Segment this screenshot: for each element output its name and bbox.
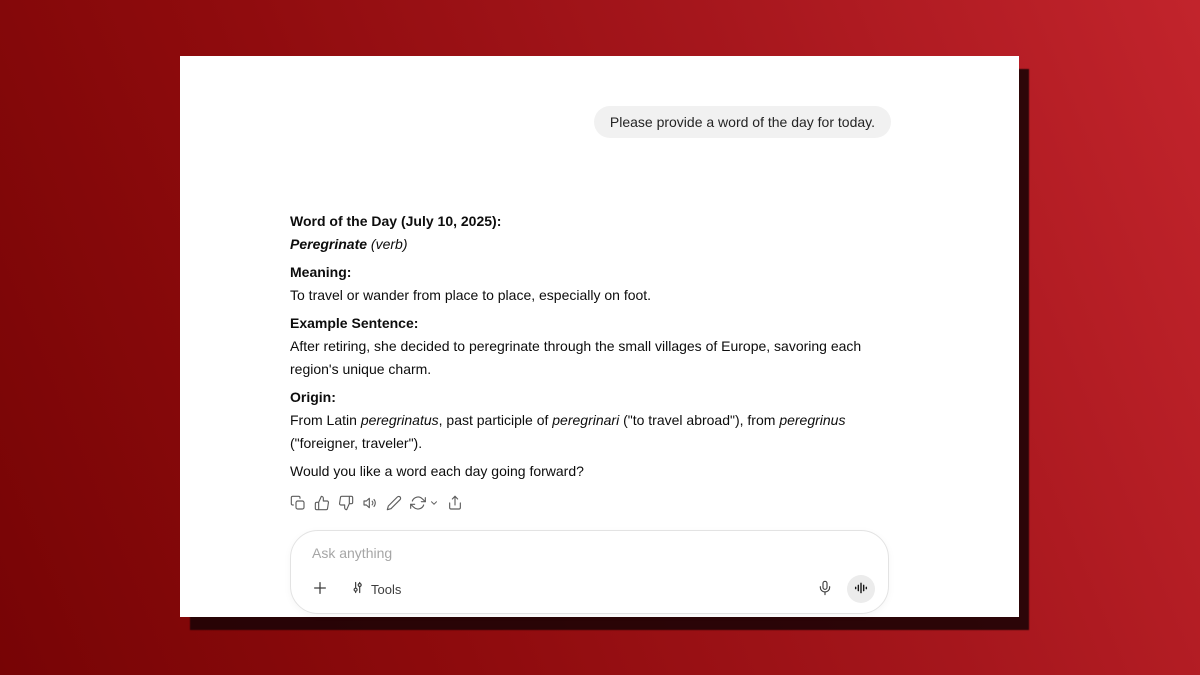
assistant-paragraph-word: Word of the Day (July 10, 2025): Peregrinate (verb): [290, 213, 502, 252]
assistant-paragraph-origin: Origin: From Latin peregrinatus, past participle of peregrinari ("to travel abroad"), from peregrinus ("foreigner, traveler").: [290, 389, 846, 451]
message-actions-toolbar: [290, 494, 891, 512]
tools-button-label: Tools: [371, 581, 402, 597]
copy-button[interactable]: [290, 494, 306, 512]
voice-mode-button[interactable]: [847, 575, 875, 603]
message-composer: [290, 530, 889, 614]
assistant-paragraph-followup: Would you like a word each day going forward?: [290, 463, 584, 479]
copy-icon: [290, 495, 306, 511]
edit-icon: [386, 495, 402, 511]
user-message-row: [290, 106, 891, 138]
thumbs-down-button[interactable]: [338, 494, 354, 512]
chat-window: [180, 56, 1019, 617]
conversation-column: [290, 56, 891, 614]
assistant-paragraph-example: Example Sentence: After retiring, she decided to peregrinate through the small villages of Europe, savoring each region's unique charm.: [290, 315, 862, 377]
microphone-icon: [817, 580, 833, 599]
tools-button[interactable]: [346, 580, 405, 598]
regenerate-button[interactable]: [410, 494, 439, 512]
assistant-message: [290, 210, 891, 483]
share-button[interactable]: [447, 494, 463, 512]
regenerate-icon: [410, 495, 426, 511]
composer-toolbar: [306, 575, 875, 603]
voice-mode-icon: [853, 580, 869, 599]
attach-button[interactable]: [306, 575, 334, 603]
read-aloud-button[interactable]: [362, 494, 378, 512]
plus-icon: [312, 580, 328, 599]
edit-button[interactable]: [386, 494, 402, 512]
thumbs-up-icon: [314, 495, 330, 511]
ask-input[interactable]: [310, 544, 834, 562]
read-aloud-icon: [362, 495, 378, 511]
tools-sliders-icon: [350, 580, 365, 598]
dictate-button[interactable]: [811, 575, 839, 603]
assistant-paragraph-meaning: Meaning: To travel or wander from place to place, especially on foot.: [290, 264, 652, 303]
thumbs-up-button[interactable]: [314, 494, 330, 512]
user-message-bubble: Please provide a word of the day for today.: [594, 106, 891, 138]
share-icon: [447, 495, 463, 511]
chevron-down-icon: [429, 498, 439, 508]
thumbs-down-icon: [338, 495, 354, 511]
